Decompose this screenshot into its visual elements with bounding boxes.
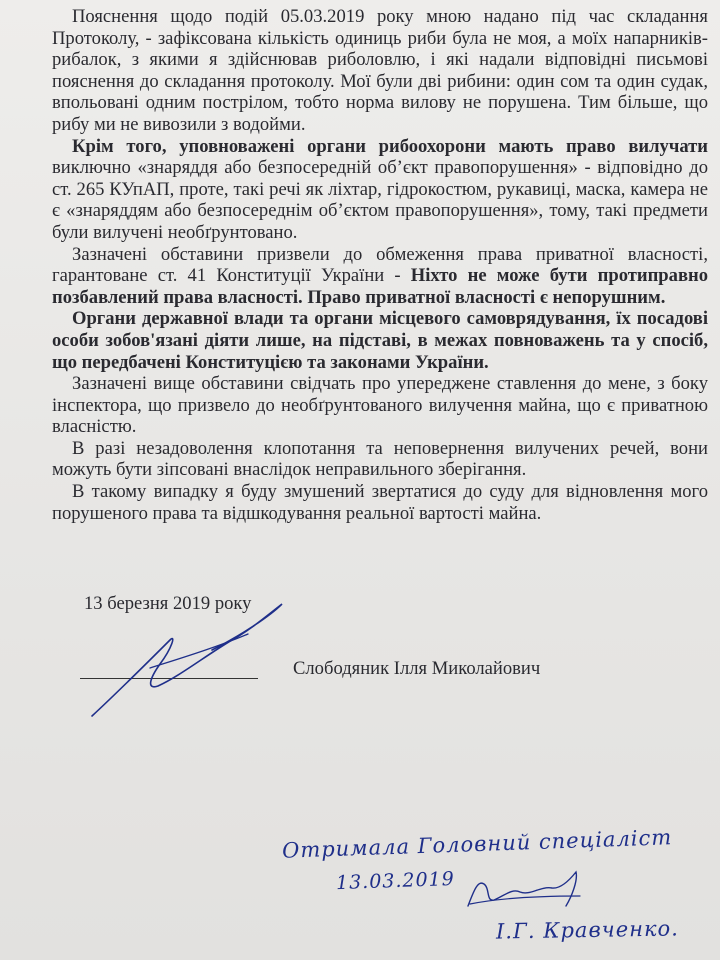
handwritten-official-name: І.Г. Кравченко. — [495, 916, 680, 944]
handwritten-received-note: Отримала Головний спеціаліст — [281, 825, 673, 863]
paragraph-segment-bold: Ніхто не може бути протиправно позбавлений права власності. Право приватної власності є непорушним. — [52, 265, 708, 308]
paragraph-segment: Пояснення щодо подій 05.03.2019 року мною надано під час складання Протоколу, - зафіксована кількість одиниць риби була не моя, а моїх напарників-рибалок, з якими я здійснював риболовлю, і які надали відповідні письмові пояснення до складання протоколу. Мої були дві рибини: один сом та один судак, впольовані одним пострілом, тобто норма вилову не порушена. Тим більше, що рибу ми не вивозили з водойми. — [52, 6, 708, 135]
paragraph-segment: В разі незадоволення клопотання та неповернення вилучених речей, вони можуть бути зіпсовані внаслідок неправильного зберігання. — [52, 437, 708, 481]
paragraph-segment: Зазначені обставини призвели до обмеження права приватної власності, гарантоване ст. 41 Конституції України - — [52, 243, 708, 287]
paragraph-segment-bold: Органи державної влади та органи місцевого самоврядування, їх посадові особи зобов'язані діяти лише, на підставі, в межах повноважень та у спосіб, що передбачені Конституцією та законами України. — [52, 308, 708, 373]
paragraph-segment-bold: Крім того, уповноважені органи рибоохорони мають право вилучати — [72, 135, 708, 157]
signer-name: Слободяник Ілля Миколайович — [293, 658, 541, 679]
document-date: 13 березня 2019 року — [84, 593, 252, 614]
paragraph-segment: виключно «знаряддя або безпосередній об’єкт правопорушення» - відповідно до ст. 265 КУпАП, проте, такі речі як ліхтар, гідрокостюм, рукавиці, маска, камера не є «знаряддям або безпосереднім об’єктом правопорушення», тому, такі предмети були вилучені необґрунтовано. — [52, 157, 708, 243]
paragraph-segment: Зазначені вище обставини свідчать про упереджене ставлення до мене, з боку інспектора, що призвело до необґрунтованого вилучення майна, що є приватною власністю. — [52, 373, 708, 438]
paragraph-segment: В такому випадку я буду змушений звертатися до суду для відновлення мого порушеного права та відшкодування реальної вартості майна. — [52, 481, 708, 524]
handwritten-received-date: 13.03.2019 — [335, 867, 456, 895]
